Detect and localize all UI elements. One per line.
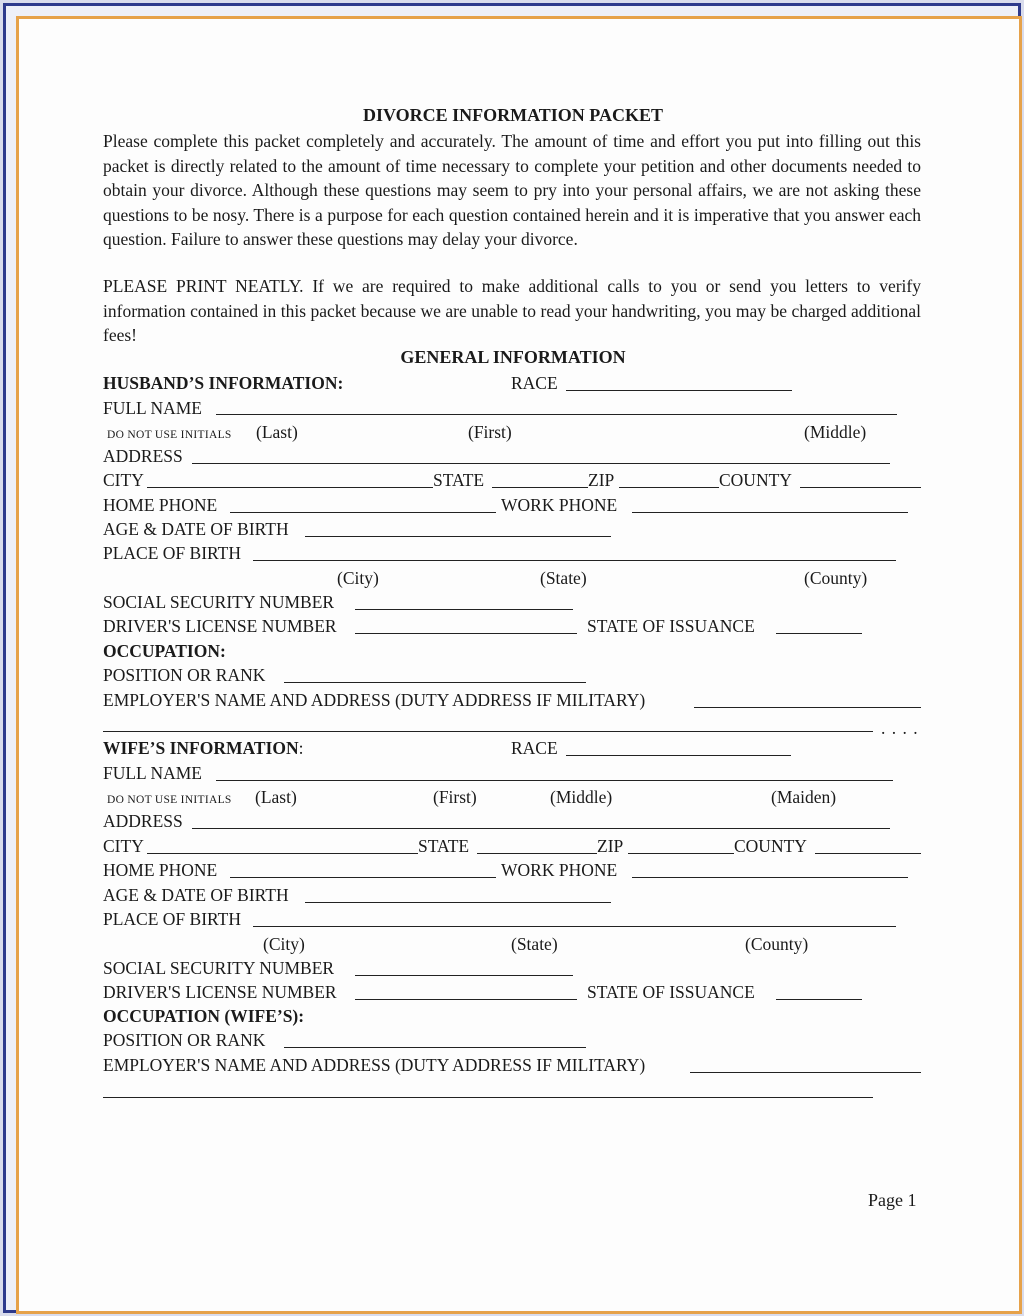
wife-county-field[interactable] [815,853,921,854]
wife-issuance-label: STATE OF ISSUANCE [587,982,755,1002]
wife-state-label: STATE [418,836,470,856]
wife-race-field[interactable] [566,755,791,756]
husband-employer-field-2[interactable] [103,731,873,732]
wife-dl-label: DRIVER'S LICENSE NUMBER [103,982,337,1002]
husband-state-field[interactable] [492,487,588,488]
wife-race-label: RACE [511,738,558,758]
husband-zip-field[interactable] [619,487,719,488]
wife-pob-state-caption: (State) [511,934,558,954]
wife-employer-field[interactable] [690,1072,921,1073]
wife-city-field[interactable] [147,853,418,854]
wife-state-field[interactable] [477,853,597,854]
husband-county-label: COUNTY [719,470,792,490]
husband-address-field[interactable] [192,463,890,464]
wife-section-colon: : [298,738,304,758]
husband-no-initials-note: DO NOT USE INITIALS [107,429,232,441]
husband-place-of-birth-label: PLACE OF BIRTH [103,543,241,563]
wife-city-label: CITY [103,836,144,856]
intro-paragraph: Please complete this packet completely and accurately. The amount of time and effort you put into filling out this packet is directly related to the amount of time necessary to complete your petition and other documents needed to obtain your divorce. Although these questions may seem to pry into your personal affairs, we are not asking these questions to be nosy. There is a purpose for each question contained herein and it is imperative that you answer each question. Failure to answer these questions may delay your divorce. [103,131,921,249]
husband-state-label: STATE [433,470,485,490]
wife-age-dob-label: AGE & DATE OF BIRTH [103,885,289,905]
wife-employer-label: EMPLOYER'S NAME AND ADDRESS (DUTY ADDRESS IF MILITARY) [103,1055,646,1075]
wife-work-phone-field[interactable] [632,877,908,878]
wife-occupation-label: OCCUPATION (WIFE’S): [103,1006,305,1026]
page-number: Page 1 [868,1190,917,1210]
wife-employer-field-2[interactable] [103,1097,873,1098]
husband-age-dob-field[interactable] [305,536,611,537]
husband-city-label: CITY [103,470,144,490]
wife-zip-field[interactable] [628,853,734,854]
husband-work-phone-field[interactable] [632,512,908,513]
wife-issuance-field[interactable] [776,999,862,1000]
wife-position-label: POSITION OR RANK [103,1030,266,1050]
husband-county-field[interactable] [800,487,921,488]
husband-ssn-label: SOCIAL SECURITY NUMBER [103,592,335,612]
document-title: DIVORCE INFORMATION PACKET [363,105,663,125]
husband-pob-city-caption: (City) [337,568,379,588]
wife-home-phone-field[interactable] [230,877,496,878]
wife-pob-county-caption: (County) [745,934,809,954]
wife-position-field[interactable] [284,1047,586,1048]
wife-home-phone-label: HOME PHONE [103,860,218,880]
husband-issuance-field[interactable] [776,633,862,634]
husband-dl-label: DRIVER'S LICENSE NUMBER [103,616,337,636]
husband-full-name-field[interactable] [216,414,897,415]
husband-race-field[interactable] [566,390,792,391]
husband-ssn-field[interactable] [355,609,573,610]
husband-position-label: POSITION OR RANK [103,665,266,685]
wife-address-label: ADDRESS [103,811,183,831]
wife-section-label-wrap [103,737,303,759]
wife-last-caption: (Last) [255,787,297,807]
husband-city-field[interactable] [147,487,433,488]
husband-full-name-label: FULL NAME [103,398,203,418]
general-information-heading: GENERAL INFORMATION [400,347,626,367]
husband-race-label: RACE [511,373,558,393]
wife-no-initials-note: DO NOT USE INITIALS [107,794,232,806]
husband-employer-field[interactable] [694,707,921,708]
husband-middle-caption: (Middle) [804,422,867,442]
wife-full-name-field[interactable] [216,780,893,781]
wife-section-label: WIFE’S INFORMATION [103,738,299,758]
husband-age-dob-label: AGE & DATE OF BIRTH [103,519,289,539]
wife-middle-caption: (Middle) [550,787,613,807]
wife-first-caption: (First) [433,787,477,807]
wife-ssn-label: SOCIAL SECURITY NUMBER [103,958,335,978]
continuation-dots: . . . . [881,718,919,738]
husband-position-field[interactable] [284,682,586,683]
husband-employer-label: EMPLOYER'S NAME AND ADDRESS (DUTY ADDRESS IF MILITARY) [103,690,646,710]
husband-place-of-birth-field[interactable] [253,560,896,561]
husband-dl-field[interactable] [355,633,577,634]
husband-pob-state-caption: (State) [540,568,587,588]
wife-maiden-caption: (Maiden) [771,787,837,807]
husband-home-phone-field[interactable] [230,512,496,513]
husband-section-label: HUSBAND’S INFORMATION: [103,373,344,393]
wife-dl-field[interactable] [355,999,577,1000]
wife-pob-city-caption: (City) [263,934,305,954]
husband-pob-county-caption: (County) [804,568,868,588]
wife-place-of-birth-label: PLACE OF BIRTH [103,909,241,929]
wife-place-of-birth-field[interactable] [253,926,896,927]
wife-zip-label: ZIP [597,836,624,856]
husband-occupation-label: OCCUPATION: [103,641,226,661]
husband-zip-label: ZIP [588,470,615,490]
wife-work-phone-label: WORK PHONE [501,860,618,880]
wife-county-label: COUNTY [734,836,807,856]
wife-address-field[interactable] [192,828,890,829]
husband-work-phone-label: WORK PHONE [501,495,618,515]
print-neatly-paragraph: PLEASE PRINT NEATLY. If we are required to make additional calls to you or send you letters to verify information contained in this packet because we are unable to read your handwriting, you may be charged additional fees! [103,276,921,345]
wife-age-dob-field[interactable] [305,902,611,903]
wife-ssn-field[interactable] [355,975,573,976]
husband-home-phone-label: HOME PHONE [103,495,218,515]
husband-address-label: ADDRESS [103,446,183,466]
husband-issuance-label: STATE OF ISSUANCE [587,616,755,636]
husband-first-caption: (First) [468,422,512,442]
wife-full-name-label: FULL NAME [103,763,203,783]
husband-last-caption: (Last) [256,422,298,442]
